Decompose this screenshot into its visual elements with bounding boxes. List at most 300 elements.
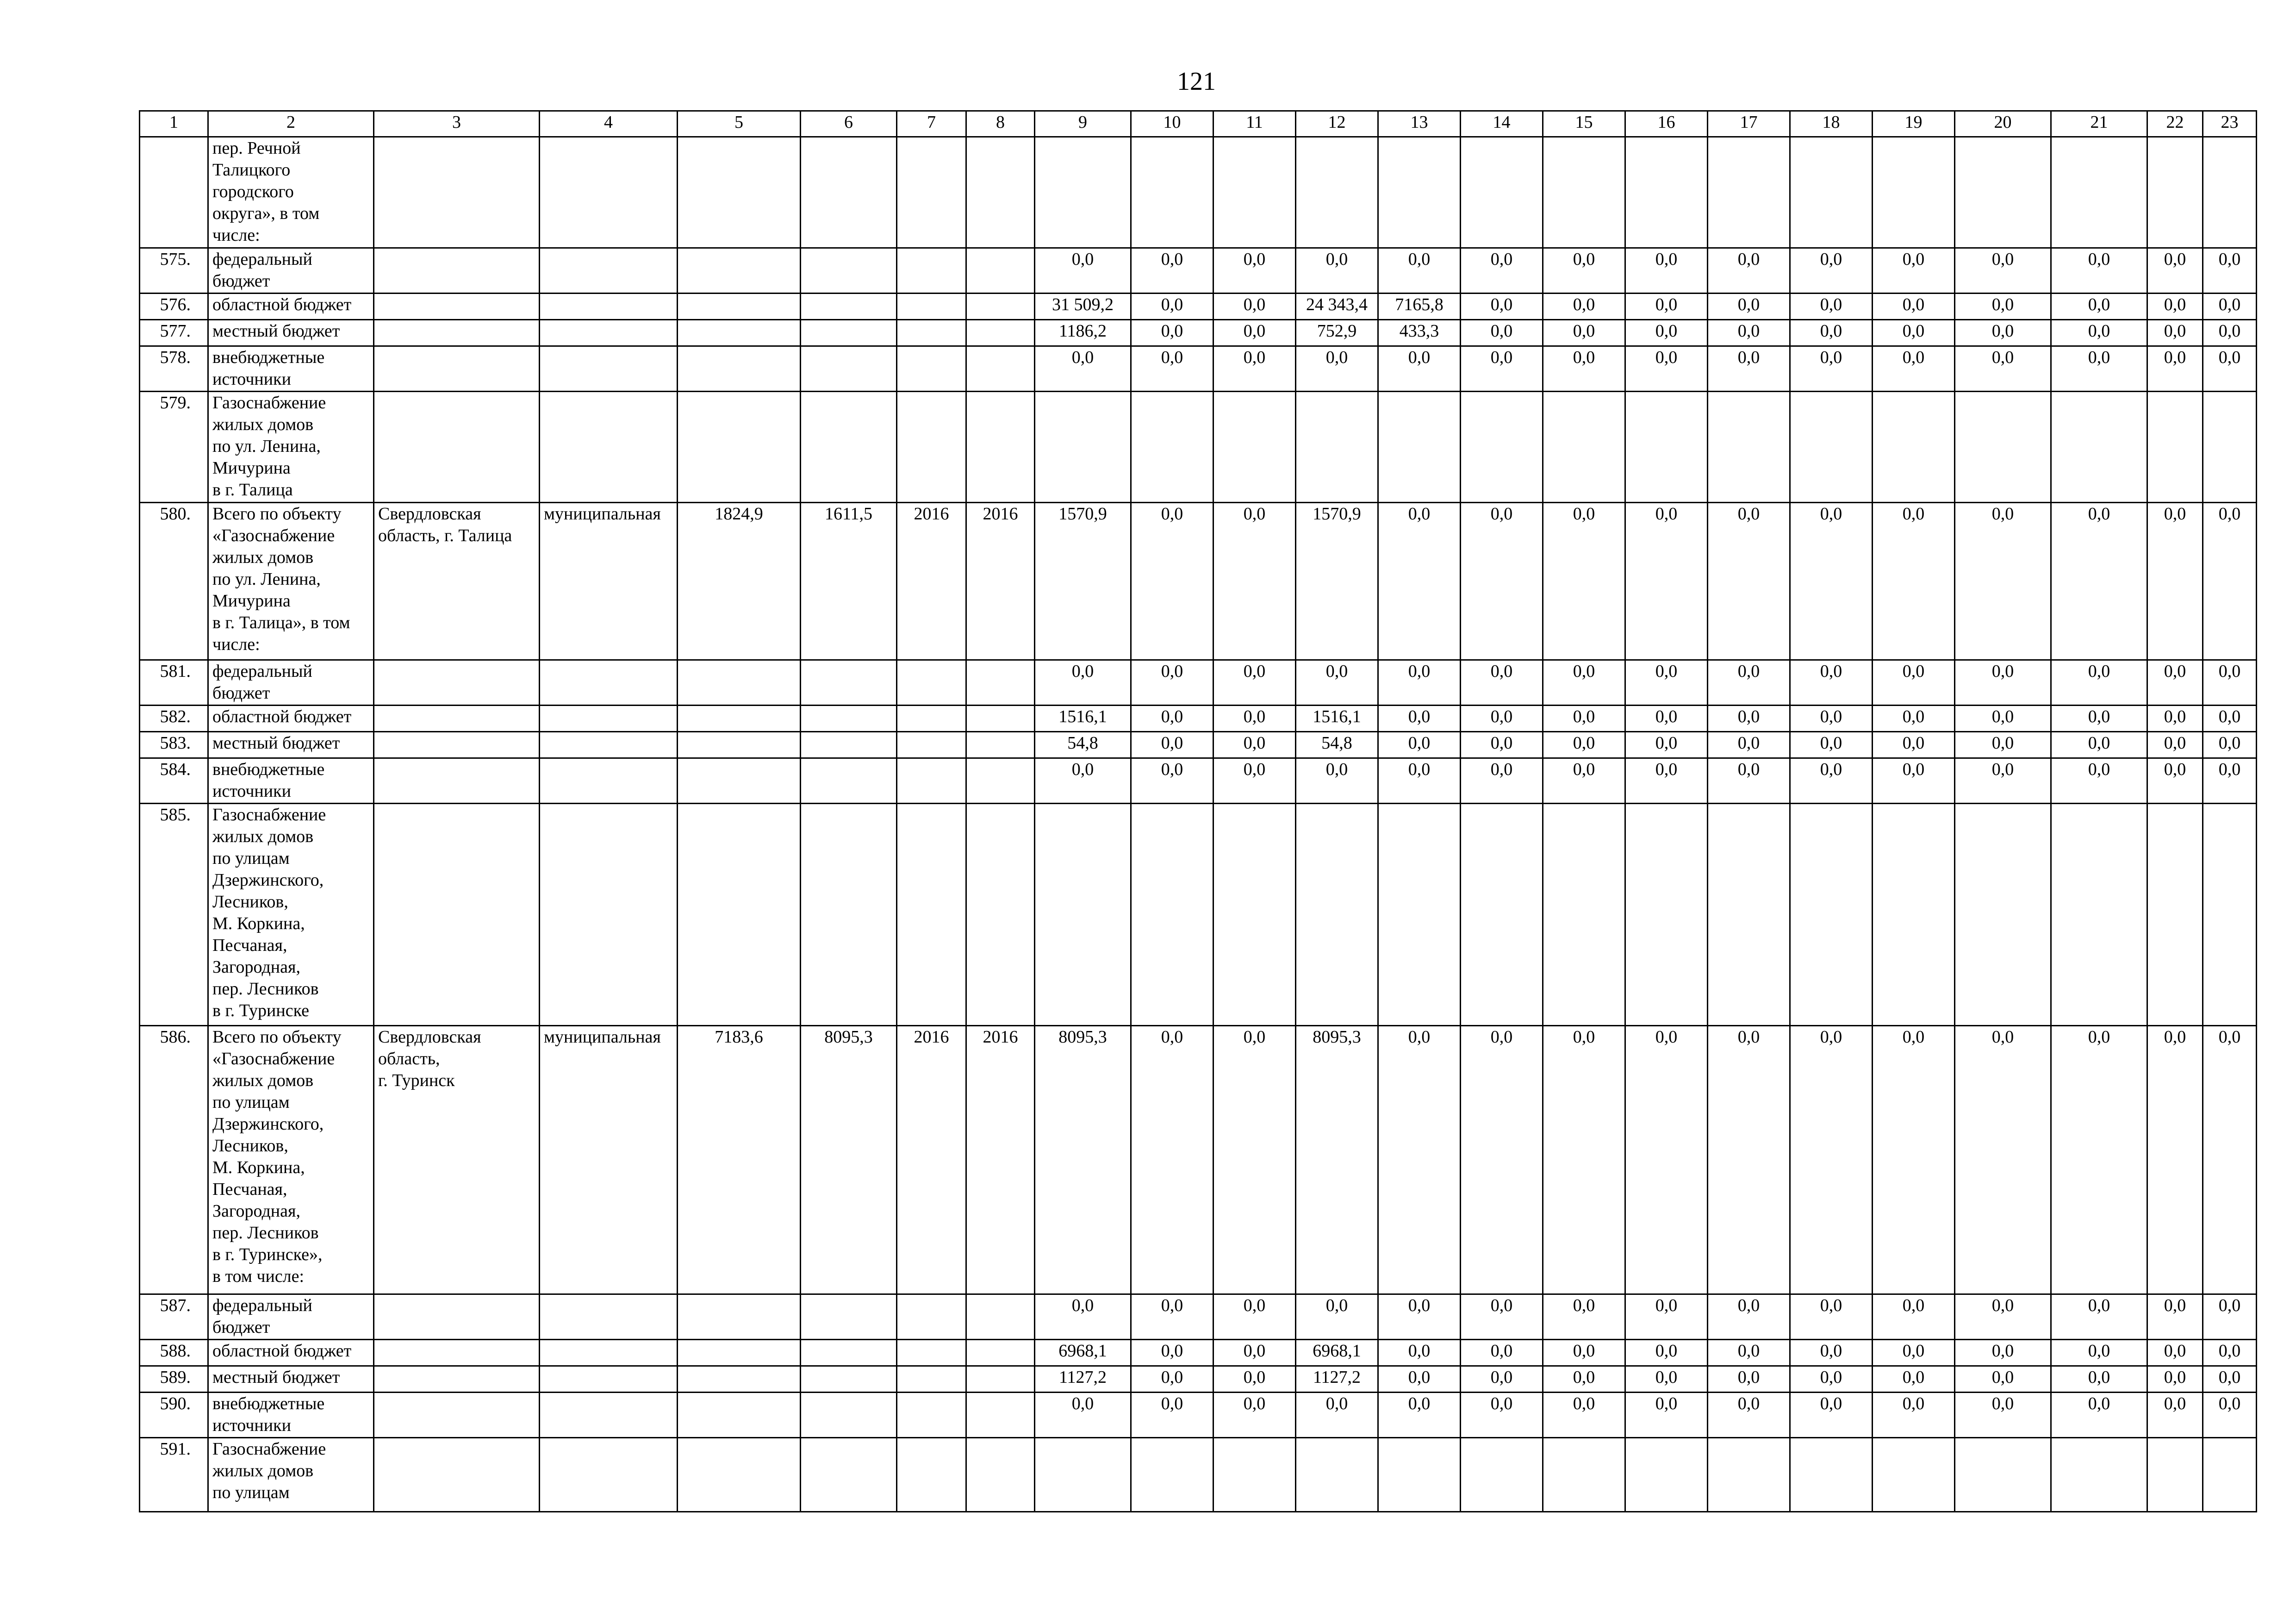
- table-cell: [374, 804, 540, 1026]
- table-cell: [801, 320, 897, 346]
- table-cell: 0,0: [2203, 1393, 2257, 1438]
- table-cell: [678, 346, 801, 392]
- table-cell: 0,0: [1296, 1393, 1378, 1438]
- row-number-cell: 591.: [140, 1438, 208, 1512]
- table-cell: 0,0: [1708, 503, 1790, 660]
- table-cell: 0,0: [1461, 660, 1543, 706]
- table-cell: [374, 1366, 540, 1393]
- table-cell: [1378, 804, 1461, 1026]
- table-cell: [540, 1393, 678, 1438]
- budget-table: [139, 110, 2257, 1512]
- row-name-cell: Всего по объекту «Газоснабжение жилых домов по ул. Ленина, Мичурина в г. Талица», в том числе:: [208, 503, 374, 660]
- table-cell: 0,0: [1543, 706, 1625, 732]
- table-cell: 0,0: [1543, 1340, 1625, 1366]
- row-name-cell: Всего по объекту «Газоснабжение жилых домов по улицам Дзержинского, Лесников, М. Коркина, Песчаная, Загородная, пер. Лесников в г. Туринске», в том числе:: [208, 1026, 374, 1294]
- table-cell: 0,0: [1955, 732, 2051, 758]
- table-cell: [2147, 392, 2203, 503]
- table-cell: [966, 1340, 1035, 1366]
- table-cell: 0,0: [2051, 294, 2147, 320]
- header-cell: 10: [1131, 111, 1213, 137]
- row-name-cell: местный бюджет: [208, 1366, 374, 1393]
- table-cell: 0,0: [1625, 1393, 1708, 1438]
- header-cell: 9: [1035, 111, 1131, 137]
- table-cell: 0,0: [2051, 1393, 2147, 1438]
- table-cell: [801, 1294, 897, 1340]
- table-row: [140, 503, 2257, 660]
- table-cell: 0,0: [1543, 248, 1625, 294]
- table-cell: 0,0: [1873, 248, 1955, 294]
- table-cell: [540, 732, 678, 758]
- table-cell: [1625, 392, 1708, 503]
- table-cell: 0,0: [1955, 294, 2051, 320]
- table-cell: [1543, 137, 1625, 248]
- row-number-cell: 578.: [140, 346, 208, 392]
- table-cell: 0,0: [1543, 1366, 1625, 1393]
- table-cell: [1035, 137, 1131, 248]
- table-cell: [374, 137, 540, 248]
- table-cell: 0,0: [1790, 758, 1873, 804]
- table-row: [140, 1026, 2257, 1294]
- table-cell: 0,0: [1708, 346, 1790, 392]
- table-cell: 0,0: [2147, 1294, 2203, 1340]
- row-name-cell: местный бюджет: [208, 320, 374, 346]
- table-cell: [678, 732, 801, 758]
- table-cell: 0,0: [2203, 732, 2257, 758]
- table-cell: 0,0: [1625, 660, 1708, 706]
- row-number-cell: 581.: [140, 660, 208, 706]
- table-cell: 0,0: [1790, 660, 1873, 706]
- table-cell: 0,0: [2203, 346, 2257, 392]
- table-cell: [2203, 804, 2257, 1026]
- table-cell: [1708, 392, 1790, 503]
- table-cell: 0,0: [1461, 503, 1543, 660]
- table-cell: [2203, 1438, 2257, 1512]
- page-number: 121: [1177, 67, 1216, 96]
- table-cell: 0,0: [1131, 1340, 1213, 1366]
- table-cell: [540, 706, 678, 732]
- table-cell: 6968,1: [1296, 1340, 1378, 1366]
- table-cell: 0,0: [1461, 706, 1543, 732]
- header-cell: 5: [678, 111, 801, 137]
- table-cell: [801, 706, 897, 732]
- table-cell: 0,0: [1625, 1366, 1708, 1393]
- table-cell: 752,9: [1296, 320, 1378, 346]
- table-cell: [2147, 804, 2203, 1026]
- table-cell: 0,0: [1873, 503, 1955, 660]
- table-cell: 0,0: [1378, 503, 1461, 660]
- table-cell: [966, 1438, 1035, 1512]
- table-cell: 0,0: [1035, 1393, 1131, 1438]
- table-cell: [1708, 1438, 1790, 1512]
- table-cell: 0,0: [1131, 732, 1213, 758]
- table-cell: 0,0: [1790, 1294, 1873, 1340]
- table-cell: [966, 294, 1035, 320]
- table-cell: [2051, 392, 2147, 503]
- table-cell: [374, 320, 540, 346]
- row-name-cell: пер. Речной Талицкого городского округа», в том числе:: [208, 137, 374, 248]
- table-cell: [374, 660, 540, 706]
- table-cell: 2016: [897, 1026, 966, 1294]
- row-name-cell: внебюджетные источники: [208, 758, 374, 804]
- table-cell: [1378, 1438, 1461, 1512]
- table-cell: 8095,3: [1035, 1026, 1131, 1294]
- table-cell: 0,0: [1296, 248, 1378, 294]
- table-cell: 0,0: [2051, 346, 2147, 392]
- table-cell: 0,0: [1873, 732, 1955, 758]
- table-cell: 0,0: [1873, 1340, 1955, 1366]
- table-cell: 0,0: [2147, 248, 2203, 294]
- row-number-cell: 576.: [140, 294, 208, 320]
- table-cell: [966, 706, 1035, 732]
- table-cell: 0,0: [1955, 320, 2051, 346]
- table-cell: 0,0: [2051, 1366, 2147, 1393]
- table-cell: [966, 1366, 1035, 1393]
- table-cell: 0,0: [1378, 1366, 1461, 1393]
- table-cell: 0,0: [1955, 1340, 2051, 1366]
- table-cell: муниципальная: [540, 1026, 678, 1294]
- table-row: [140, 804, 2257, 1026]
- table-cell: [540, 248, 678, 294]
- table-cell: [678, 758, 801, 804]
- header-cell: 23: [2203, 111, 2257, 137]
- table-cell: [1035, 392, 1131, 503]
- table-cell: 0,0: [1543, 660, 1625, 706]
- table-cell: 0,0: [1955, 1026, 2051, 1294]
- table-cell: 0,0: [1213, 294, 1296, 320]
- table-cell: [678, 137, 801, 248]
- table-cell: 0,0: [1873, 320, 1955, 346]
- table-cell: 0,0: [1461, 1294, 1543, 1340]
- table-row: [140, 660, 2257, 706]
- table-cell: 0,0: [1708, 320, 1790, 346]
- table-cell: [801, 392, 897, 503]
- table-cell: [678, 804, 801, 1026]
- table-cell: [1955, 392, 2051, 503]
- table-cell: 1570,9: [1035, 503, 1131, 660]
- table-cell: [801, 1366, 897, 1393]
- table-cell: 0,0: [1873, 1366, 1955, 1393]
- table-cell: 8095,3: [1296, 1026, 1378, 1294]
- table-cell: 0,0: [1543, 294, 1625, 320]
- row-number-cell: 582.: [140, 706, 208, 732]
- table-cell: 0,0: [1543, 758, 1625, 804]
- table-cell: 1824,9: [678, 503, 801, 660]
- header-cell: 16: [1625, 111, 1708, 137]
- table-cell: 0,0: [1708, 1366, 1790, 1393]
- row-name-cell: внебюджетные источники: [208, 1393, 374, 1438]
- table-cell: [1790, 392, 1873, 503]
- table-cell: [678, 1366, 801, 1393]
- table-cell: [801, 1340, 897, 1366]
- table-cell: 0,0: [2051, 732, 2147, 758]
- header-cell: 1: [140, 111, 208, 137]
- table-cell: 0,0: [1296, 1294, 1378, 1340]
- table-cell: [540, 137, 678, 248]
- table-cell: 0,0: [1873, 1393, 1955, 1438]
- table-cell: 0,0: [1873, 706, 1955, 732]
- table-cell: 0,0: [1213, 758, 1296, 804]
- table-cell: 0,0: [1625, 248, 1708, 294]
- table-cell: [1296, 392, 1378, 503]
- table-cell: 0,0: [1790, 320, 1873, 346]
- header-cell: 6: [801, 111, 897, 137]
- table-cell: 0,0: [2147, 346, 2203, 392]
- table-cell: 1611,5: [801, 503, 897, 660]
- table-cell: [801, 660, 897, 706]
- table-cell: [1873, 1438, 1955, 1512]
- table-cell: 0,0: [1543, 1026, 1625, 1294]
- table-cell: 0,0: [2147, 294, 2203, 320]
- table-cell: 0,0: [2203, 248, 2257, 294]
- table-cell: [2147, 1438, 2203, 1512]
- table-cell: [374, 346, 540, 392]
- table-cell: муниципальная: [540, 503, 678, 660]
- table-cell: 0,0: [1461, 346, 1543, 392]
- table-cell: 0,0: [1461, 294, 1543, 320]
- table-cell: [1213, 804, 1296, 1026]
- table-cell: 0,0: [1213, 503, 1296, 660]
- row-name-cell: областной бюджет: [208, 706, 374, 732]
- table-cell: [374, 706, 540, 732]
- table-cell: 0,0: [2203, 1026, 2257, 1294]
- table-cell: [1543, 1438, 1625, 1512]
- table-cell: [1296, 1438, 1378, 1512]
- table-row: [140, 392, 2257, 503]
- table-cell: 0,0: [1461, 248, 1543, 294]
- table-cell: 0,0: [1790, 503, 1873, 660]
- table-cell: [540, 392, 678, 503]
- table-cell: 0,0: [1131, 660, 1213, 706]
- row-number-cell: 577.: [140, 320, 208, 346]
- table-cell: 0,0: [2147, 1340, 2203, 1366]
- table-cell: [966, 346, 1035, 392]
- row-name-cell: местный бюджет: [208, 732, 374, 758]
- table-cell: [1035, 804, 1131, 1026]
- table-cell: [966, 1393, 1035, 1438]
- table-cell: [1461, 804, 1543, 1026]
- table-cell: 0,0: [1213, 1340, 1296, 1366]
- table-cell: 0,0: [1035, 346, 1131, 392]
- table-cell: 7183,6: [678, 1026, 801, 1294]
- table-cell: 0,0: [1790, 1366, 1873, 1393]
- table-cell: [2051, 137, 2147, 248]
- table-cell: 0,0: [1873, 294, 1955, 320]
- table-cell: 0,0: [1708, 732, 1790, 758]
- table-cell: 7165,8: [1378, 294, 1461, 320]
- table-cell: 0,0: [1296, 660, 1378, 706]
- table-cell: 0,0: [1035, 758, 1131, 804]
- table-cell: [897, 392, 966, 503]
- table-cell: 0,0: [1131, 1294, 1213, 1340]
- table-cell: 0,0: [1461, 1340, 1543, 1366]
- table-cell: [2051, 1438, 2147, 1512]
- header-cell: 17: [1708, 111, 1790, 137]
- table-cell: 0,0: [1955, 660, 2051, 706]
- row-name-cell: внебюджетные источники: [208, 346, 374, 392]
- table-cell: 0,0: [1790, 1393, 1873, 1438]
- table-cell: 0,0: [1955, 758, 2051, 804]
- table-cell: [2051, 804, 2147, 1026]
- table-cell: 0,0: [1708, 758, 1790, 804]
- table-cell: [1131, 137, 1213, 248]
- table-cell: 0,0: [1378, 732, 1461, 758]
- table-cell: [540, 1340, 678, 1366]
- table-cell: [1873, 137, 1955, 248]
- table-cell: [1213, 1438, 1296, 1512]
- table-cell: [540, 320, 678, 346]
- table-cell: 0,0: [2203, 1340, 2257, 1366]
- table-cell: [966, 660, 1035, 706]
- table-cell: 0,0: [1873, 346, 1955, 392]
- table-cell: 0,0: [1625, 1294, 1708, 1340]
- table-cell: 0,0: [2147, 320, 2203, 346]
- table-row: [140, 1393, 2257, 1438]
- table-cell: [1213, 392, 1296, 503]
- table-cell: [678, 1393, 801, 1438]
- table-cell: 31 509,2: [1035, 294, 1131, 320]
- table-cell: [1708, 804, 1790, 1026]
- table-cell: 0,0: [1708, 660, 1790, 706]
- row-name-cell: федеральный бюджет: [208, 248, 374, 294]
- table-cell: 0,0: [1131, 346, 1213, 392]
- table-cell: [1296, 137, 1378, 248]
- table-cell: 0,0: [1790, 706, 1873, 732]
- table-cell: 0,0: [2203, 758, 2257, 804]
- header-cell: 20: [1955, 111, 2051, 137]
- table-cell: [1625, 1438, 1708, 1512]
- table-cell: [678, 248, 801, 294]
- table-cell: [678, 1340, 801, 1366]
- header-cell: 14: [1461, 111, 1543, 137]
- table-cell: 0,0: [1378, 706, 1461, 732]
- table-cell: 0,0: [1708, 248, 1790, 294]
- table-cell: 0,0: [1625, 1026, 1708, 1294]
- table-cell: 0,0: [1213, 320, 1296, 346]
- table-cell: [1213, 137, 1296, 248]
- table-cell: [897, 1340, 966, 1366]
- table-row: [140, 732, 2257, 758]
- table-cell: 0,0: [1543, 1294, 1625, 1340]
- table-cell: 1127,2: [1296, 1366, 1378, 1393]
- table-cell: [966, 320, 1035, 346]
- table-cell: 0,0: [1378, 248, 1461, 294]
- table-cell: 0,0: [1461, 320, 1543, 346]
- table-cell: 6968,1: [1035, 1340, 1131, 1366]
- table-cell: 0,0: [2051, 248, 2147, 294]
- table-cell: [801, 137, 897, 248]
- table-cell: [966, 248, 1035, 294]
- table-cell: 0,0: [1213, 1366, 1296, 1393]
- table-cell: [1873, 804, 1955, 1026]
- table-row: [140, 1340, 2257, 1366]
- table-cell: 0,0: [1131, 248, 1213, 294]
- table-cell: [966, 1294, 1035, 1340]
- table-cell: [540, 804, 678, 1026]
- table-cell: Свердловская область, г. Туринск: [374, 1026, 540, 1294]
- row-number-cell: 583.: [140, 732, 208, 758]
- row-number-cell: 580.: [140, 503, 208, 660]
- table-cell: [2147, 137, 2203, 248]
- row-name-cell: федеральный бюджет: [208, 660, 374, 706]
- table-cell: 0,0: [1625, 294, 1708, 320]
- table-cell: [540, 758, 678, 804]
- table-cell: 0,0: [2203, 1366, 2257, 1393]
- table-row: [140, 346, 2257, 392]
- table-cell: 0,0: [2203, 1294, 2257, 1340]
- table-cell: 0,0: [1625, 503, 1708, 660]
- table-cell: 0,0: [1378, 1026, 1461, 1294]
- table-cell: [540, 1438, 678, 1512]
- table-cell: [801, 758, 897, 804]
- table-cell: 0,0: [1131, 294, 1213, 320]
- table-cell: 0,0: [1461, 732, 1543, 758]
- table-cell: [678, 392, 801, 503]
- table-cell: 0,0: [1790, 294, 1873, 320]
- table-cell: 0,0: [1873, 1294, 1955, 1340]
- table-cell: 0,0: [1955, 1294, 2051, 1340]
- table-cell: 0,0: [1543, 503, 1625, 660]
- row-name-cell: Газоснабжение жилых домов по улицам: [208, 1438, 374, 1512]
- header-cell: 12: [1296, 111, 1378, 137]
- table-cell: 0,0: [1461, 1366, 1543, 1393]
- table-cell: [801, 346, 897, 392]
- table-cell: 0,0: [1955, 1393, 2051, 1438]
- table-cell: [897, 804, 966, 1026]
- row-number-cell: 587.: [140, 1294, 208, 1340]
- table-cell: [374, 732, 540, 758]
- table-cell: 0,0: [1131, 1366, 1213, 1393]
- table-cell: 0,0: [1461, 758, 1543, 804]
- table-row: [140, 137, 2257, 248]
- table-cell: 0,0: [1378, 346, 1461, 392]
- table-cell: [678, 1438, 801, 1512]
- table-cell: 0,0: [1378, 1294, 1461, 1340]
- table-cell: 0,0: [1131, 758, 1213, 804]
- table-cell: 0,0: [1035, 660, 1131, 706]
- table-cell: 0,0: [2147, 1393, 2203, 1438]
- table-cell: [540, 660, 678, 706]
- table-cell: [897, 1438, 966, 1512]
- header-cell: 2: [208, 111, 374, 137]
- table-cell: [1790, 1438, 1873, 1512]
- table-cell: 0,0: [1955, 503, 2051, 660]
- table-cell: [801, 294, 897, 320]
- table-cell: [897, 248, 966, 294]
- table-cell: [897, 137, 966, 248]
- table-cell: [1131, 392, 1213, 503]
- table-cell: 0,0: [1378, 1393, 1461, 1438]
- table-row: [140, 294, 2257, 320]
- table-cell: 0,0: [2051, 1026, 2147, 1294]
- table-cell: 0,0: [1131, 320, 1213, 346]
- table-cell: 0,0: [1035, 1294, 1131, 1340]
- table-cell: [1708, 137, 1790, 248]
- table-cell: [678, 320, 801, 346]
- table-cell: [1790, 804, 1873, 1026]
- header-cell: 7: [897, 111, 966, 137]
- table-cell: 0,0: [1213, 1393, 1296, 1438]
- table-cell: [540, 346, 678, 392]
- header-cell: 22: [2147, 111, 2203, 137]
- table-cell: 0,0: [1955, 248, 2051, 294]
- row-number-cell: 586.: [140, 1026, 208, 1294]
- table-cell: 0,0: [2051, 1294, 2147, 1340]
- table-cell: [540, 294, 678, 320]
- table-cell: 0,0: [1625, 706, 1708, 732]
- row-name-cell: Газоснабжение жилых домов по улицам Дзержинского, Лесников, М. Коркина, Песчаная, Загородная, пер. Лесников в г. Туринске: [208, 804, 374, 1026]
- row-number-cell: 588.: [140, 1340, 208, 1366]
- table-cell: [1131, 804, 1213, 1026]
